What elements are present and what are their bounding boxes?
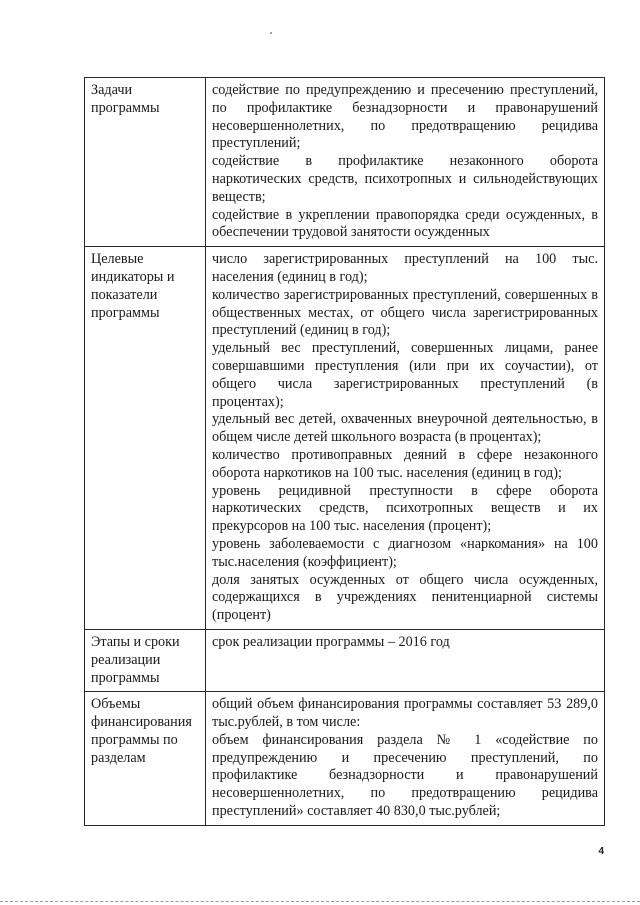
table-row-indicators (85, 247, 605, 630)
table-row-financing (85, 692, 605, 826)
indicator-item-7: уровень заболеваемости с диагнозом «наркомания» на 100 тыс.населения (коэффициент); (212, 535, 598, 570)
row-label-tasks: Задачи программы (85, 78, 206, 247)
row-content-stages (206, 629, 605, 691)
program-passport-table (84, 77, 605, 826)
indicator-item-2: количество зарегистрированных преступлений, совершенных в общественных местах, от общего числа зарегистрированных преступлений (единиц в год); (212, 286, 598, 339)
row-content-indicators (206, 247, 605, 630)
indicator-item-8: доля занятых осужденных от общего числа осужденных, содержащихся в учреждениях пенитенциарной системы (процент) (212, 571, 598, 624)
indicator-item-6: уровень рецидивной преступности в сфере оборота наркотических средств, психотропных веществ и их прекурсоров на 100 тыс. населения (процент); (212, 482, 598, 535)
stages-item-1: срок реализации программы – 2016 год (212, 633, 450, 650)
table-row-tasks (85, 78, 605, 247)
table-row-stages (85, 629, 605, 691)
scan-speck (270, 32, 272, 34)
financing-item-2: объем финансирования раздела № 1 «содействие по предупреждению и пресечению преступлений, по профилактике безнадзорности и правонарушений несовершеннолетних, по предотвращению рецидива преступлений» составляет 40 830,0 тыс.рублей; (212, 731, 598, 820)
row-content-tasks (206, 78, 605, 247)
indicator-item-1: число зарегистрированных преступлений на 100 тыс. населения (единиц в год); (212, 251, 598, 285)
tasks-item-3: содействие в укреплении правопорядка среди осужденных, в обеспечении трудовой занятости осужденных (212, 206, 598, 241)
tasks-item-2: содействие в профилактике незаконного оборота наркотических средств, психотропных и сильнодействующих веществ; (212, 153, 598, 205)
row-label-stages: Этапы и сроки реализации программы (85, 629, 206, 691)
indicator-item-3: удельный вес преступлений, совершенных лицами, ранее совершавшими преступления (или при их соучастии), от общего числа зарегистрированных преступлений (в процентах); (212, 340, 598, 410)
row-label-indicators: Целевые индикаторы и показатели программы (85, 247, 206, 630)
row-content-financing (206, 692, 605, 826)
indicator-item-4: удельный вес детей, охваченных внеурочной деятельностью, в общем числе детей школьного возраста (в процентах); (212, 411, 598, 446)
indicator-item-5: количество противоправных деяний в сфере незаконного оборота наркотиков на 100 тыс. населения (единиц в год); (212, 446, 598, 481)
page-number: 4 (598, 846, 604, 857)
scan-edge-line (0, 901, 640, 902)
tasks-item-1: содействие по предупреждению и пресечению преступлений, по профилактике безнадзорности и правонарушений несовершеннолетних, по предотвращению рецидива преступлений; (212, 82, 598, 152)
financing-item-1: общий объем финансирования программы составляет 53 289,0 тыс.рублей, в том числе: (212, 696, 598, 731)
row-label-financing: Объемы финансирования программы по разделам (85, 692, 206, 826)
